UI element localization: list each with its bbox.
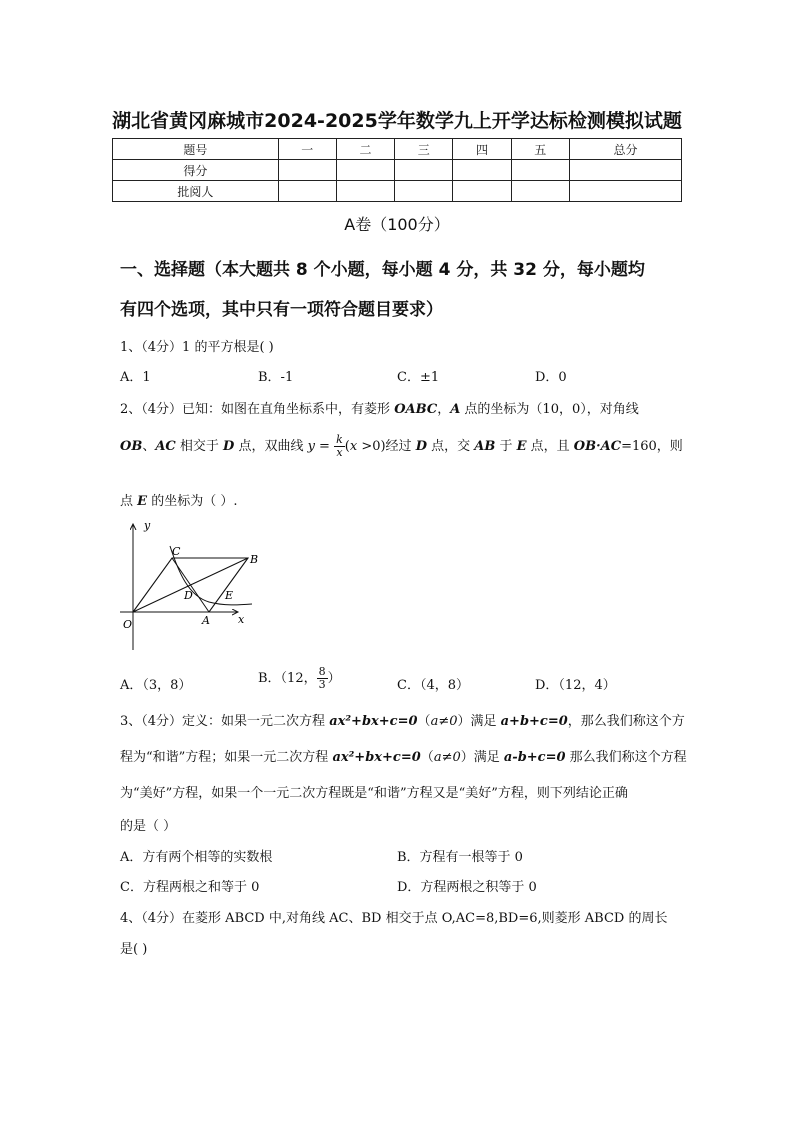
math-expression: ax²+bx+c=0 xyxy=(329,714,418,729)
fraction-numerator: k xyxy=(336,433,343,446)
math-var: x xyxy=(349,439,358,454)
table-cell xyxy=(336,181,394,202)
math-var: D xyxy=(223,439,235,454)
question-4-line1: 4、（4分）在菱形 ABCD 中,对角线 AC、BD 相交于点 O,AC=8,BD=6,则菱形 ABCD 的周长 xyxy=(120,911,668,926)
question-2-line1 xyxy=(120,398,639,417)
section-heading-line1: 一、选择题（本大题共 8 个小题，每小题 4 分，共 32 分，每小题均 xyxy=(120,260,645,280)
math-expression: a≠0 xyxy=(433,750,461,765)
text-run: ）满足 xyxy=(457,714,501,729)
table-cell xyxy=(569,160,681,181)
table-cell xyxy=(453,181,511,202)
math-expression: a+b+c=0 xyxy=(500,714,568,729)
math-var: D xyxy=(415,439,427,454)
section-heading-line2: 有四个选项，其中只有一项符合题目要求） xyxy=(120,300,443,320)
label-y: y xyxy=(144,519,151,532)
q1-option-d: D．0 xyxy=(535,370,567,385)
fraction-denominator: x xyxy=(336,446,343,459)
question-2-line3 xyxy=(120,490,237,509)
score-table-row xyxy=(113,160,682,181)
text-run: （ xyxy=(417,714,431,729)
label-a: A xyxy=(202,614,210,627)
score-table-row xyxy=(113,181,682,202)
table-cell: 四 xyxy=(453,139,511,160)
text-run: 于 xyxy=(495,439,517,454)
q3-option-c: C．方程两根之和等于 0 xyxy=(120,880,260,895)
label-d: D xyxy=(184,589,193,602)
q1-option-c: C．±1 xyxy=(397,370,440,385)
table-cell xyxy=(278,181,336,202)
question-3-line1 xyxy=(120,710,685,729)
fraction-denominator: 3 xyxy=(318,678,326,691)
label-c: C xyxy=(172,545,181,558)
score-table-header-row xyxy=(113,139,682,160)
score-table xyxy=(112,138,682,202)
text-run: =160，则 xyxy=(621,439,683,454)
rhombus-hyperbola-figure xyxy=(114,516,274,652)
text-run: 点，双曲线 xyxy=(234,439,308,454)
table-cell: 二 xyxy=(336,139,394,160)
text-run: ， xyxy=(437,402,451,417)
text-run: 相交于 xyxy=(175,439,224,454)
q2-option-b xyxy=(258,666,341,691)
text-run: 的坐标为（ ）. xyxy=(147,494,238,509)
math-expression: a-b+c=0 xyxy=(503,750,566,765)
table-cell: 得分 xyxy=(113,160,279,181)
text-run: B．（12， xyxy=(258,671,317,686)
table-cell xyxy=(336,160,394,181)
q3-option-d: D．方程两根之积等于 0 xyxy=(397,880,537,895)
table-cell xyxy=(395,160,453,181)
q1-option-a: A．1 xyxy=(120,370,151,385)
text-run: 程为“和谐”方程；如果一元二次方程 xyxy=(120,750,333,765)
text-run: 3、（4分）定义：如果一元二次方程 xyxy=(120,714,330,729)
table-cell: 题号 xyxy=(113,139,279,160)
label-e: E xyxy=(225,589,234,602)
fraction-8-over-3 xyxy=(317,666,328,691)
question-3-line2 xyxy=(120,746,687,765)
table-cell xyxy=(278,160,336,181)
volume-label: A卷（100分） xyxy=(344,215,450,234)
q3-option-a: A．方有两个相等的实数根 xyxy=(120,850,273,865)
text-run: 、 xyxy=(142,439,156,454)
table-cell: 五 xyxy=(511,139,569,160)
page-title: 湖北省黄冈麻城市2024-2025学年数学九上开学达标检测模拟试题 xyxy=(112,110,682,132)
math-var: E xyxy=(516,439,527,454)
text-run: ，那么我们称这个方 xyxy=(567,714,685,729)
q3-option-b: B．方程有一根等于 0 xyxy=(397,850,523,865)
question-3-line4: 的是（ ） xyxy=(120,819,177,834)
table-cell xyxy=(569,181,681,202)
q2-option-d: D．（12，4） xyxy=(535,678,616,693)
math-var: OABC xyxy=(394,402,438,417)
question-2-line2 xyxy=(120,434,683,459)
question-3-line3: 为“美好”方程，如果一个一元二次方程既是“和谐”方程又是“美好”方程，则下列结论正确 xyxy=(120,786,628,801)
table-cell xyxy=(511,181,569,202)
table-cell: 批阅人 xyxy=(113,181,279,202)
fraction-numerator: 8 xyxy=(318,665,326,678)
question-1-stem: 1、（4分）1 的平方根是( ) xyxy=(120,340,274,355)
label-o: O xyxy=(123,618,133,631)
math-expression: a≠0 xyxy=(430,714,458,729)
q2-option-a: A．（3，8） xyxy=(120,678,192,693)
text-run: （ xyxy=(420,750,434,765)
math-expression: y = xyxy=(307,439,330,454)
table-cell xyxy=(453,160,511,181)
q2-option-c: C．（4，8） xyxy=(397,678,469,693)
label-x: x xyxy=(238,613,245,626)
text-run: 点的坐标为（10，0），对角线 xyxy=(460,402,639,417)
text-run: ( xyxy=(344,439,350,454)
fraction-k-over-x xyxy=(334,434,345,459)
text-run: 2、（4分）已知：如图在直角坐标系中，有菱形 xyxy=(120,402,395,417)
math-var: AB xyxy=(474,439,496,454)
text-run: ） xyxy=(327,671,341,686)
math-expression: ax²+bx+c=0 xyxy=(332,750,421,765)
table-cell: 三 xyxy=(395,139,453,160)
table-cell xyxy=(511,160,569,181)
math-var: A xyxy=(450,402,461,417)
text-run: 点，交 xyxy=(426,439,475,454)
text-run: >0)经过 xyxy=(357,439,416,454)
table-cell xyxy=(395,181,453,202)
math-var: AC xyxy=(155,439,176,454)
text-run: 那么我们称这个方程 xyxy=(565,750,687,765)
question-4-line2: 是( ) xyxy=(120,942,148,957)
text-run: 点，且 xyxy=(526,439,574,454)
label-b: B xyxy=(250,553,259,566)
text-run: 点 xyxy=(120,494,138,509)
q1-option-b: B．-1 xyxy=(258,370,294,385)
table-cell: 总分 xyxy=(569,139,681,160)
math-var: E xyxy=(137,494,148,509)
text-run: ）满足 xyxy=(460,750,504,765)
math-var: OB xyxy=(120,439,143,454)
table-cell: 一 xyxy=(278,139,336,160)
math-var: OB·AC xyxy=(573,439,622,454)
